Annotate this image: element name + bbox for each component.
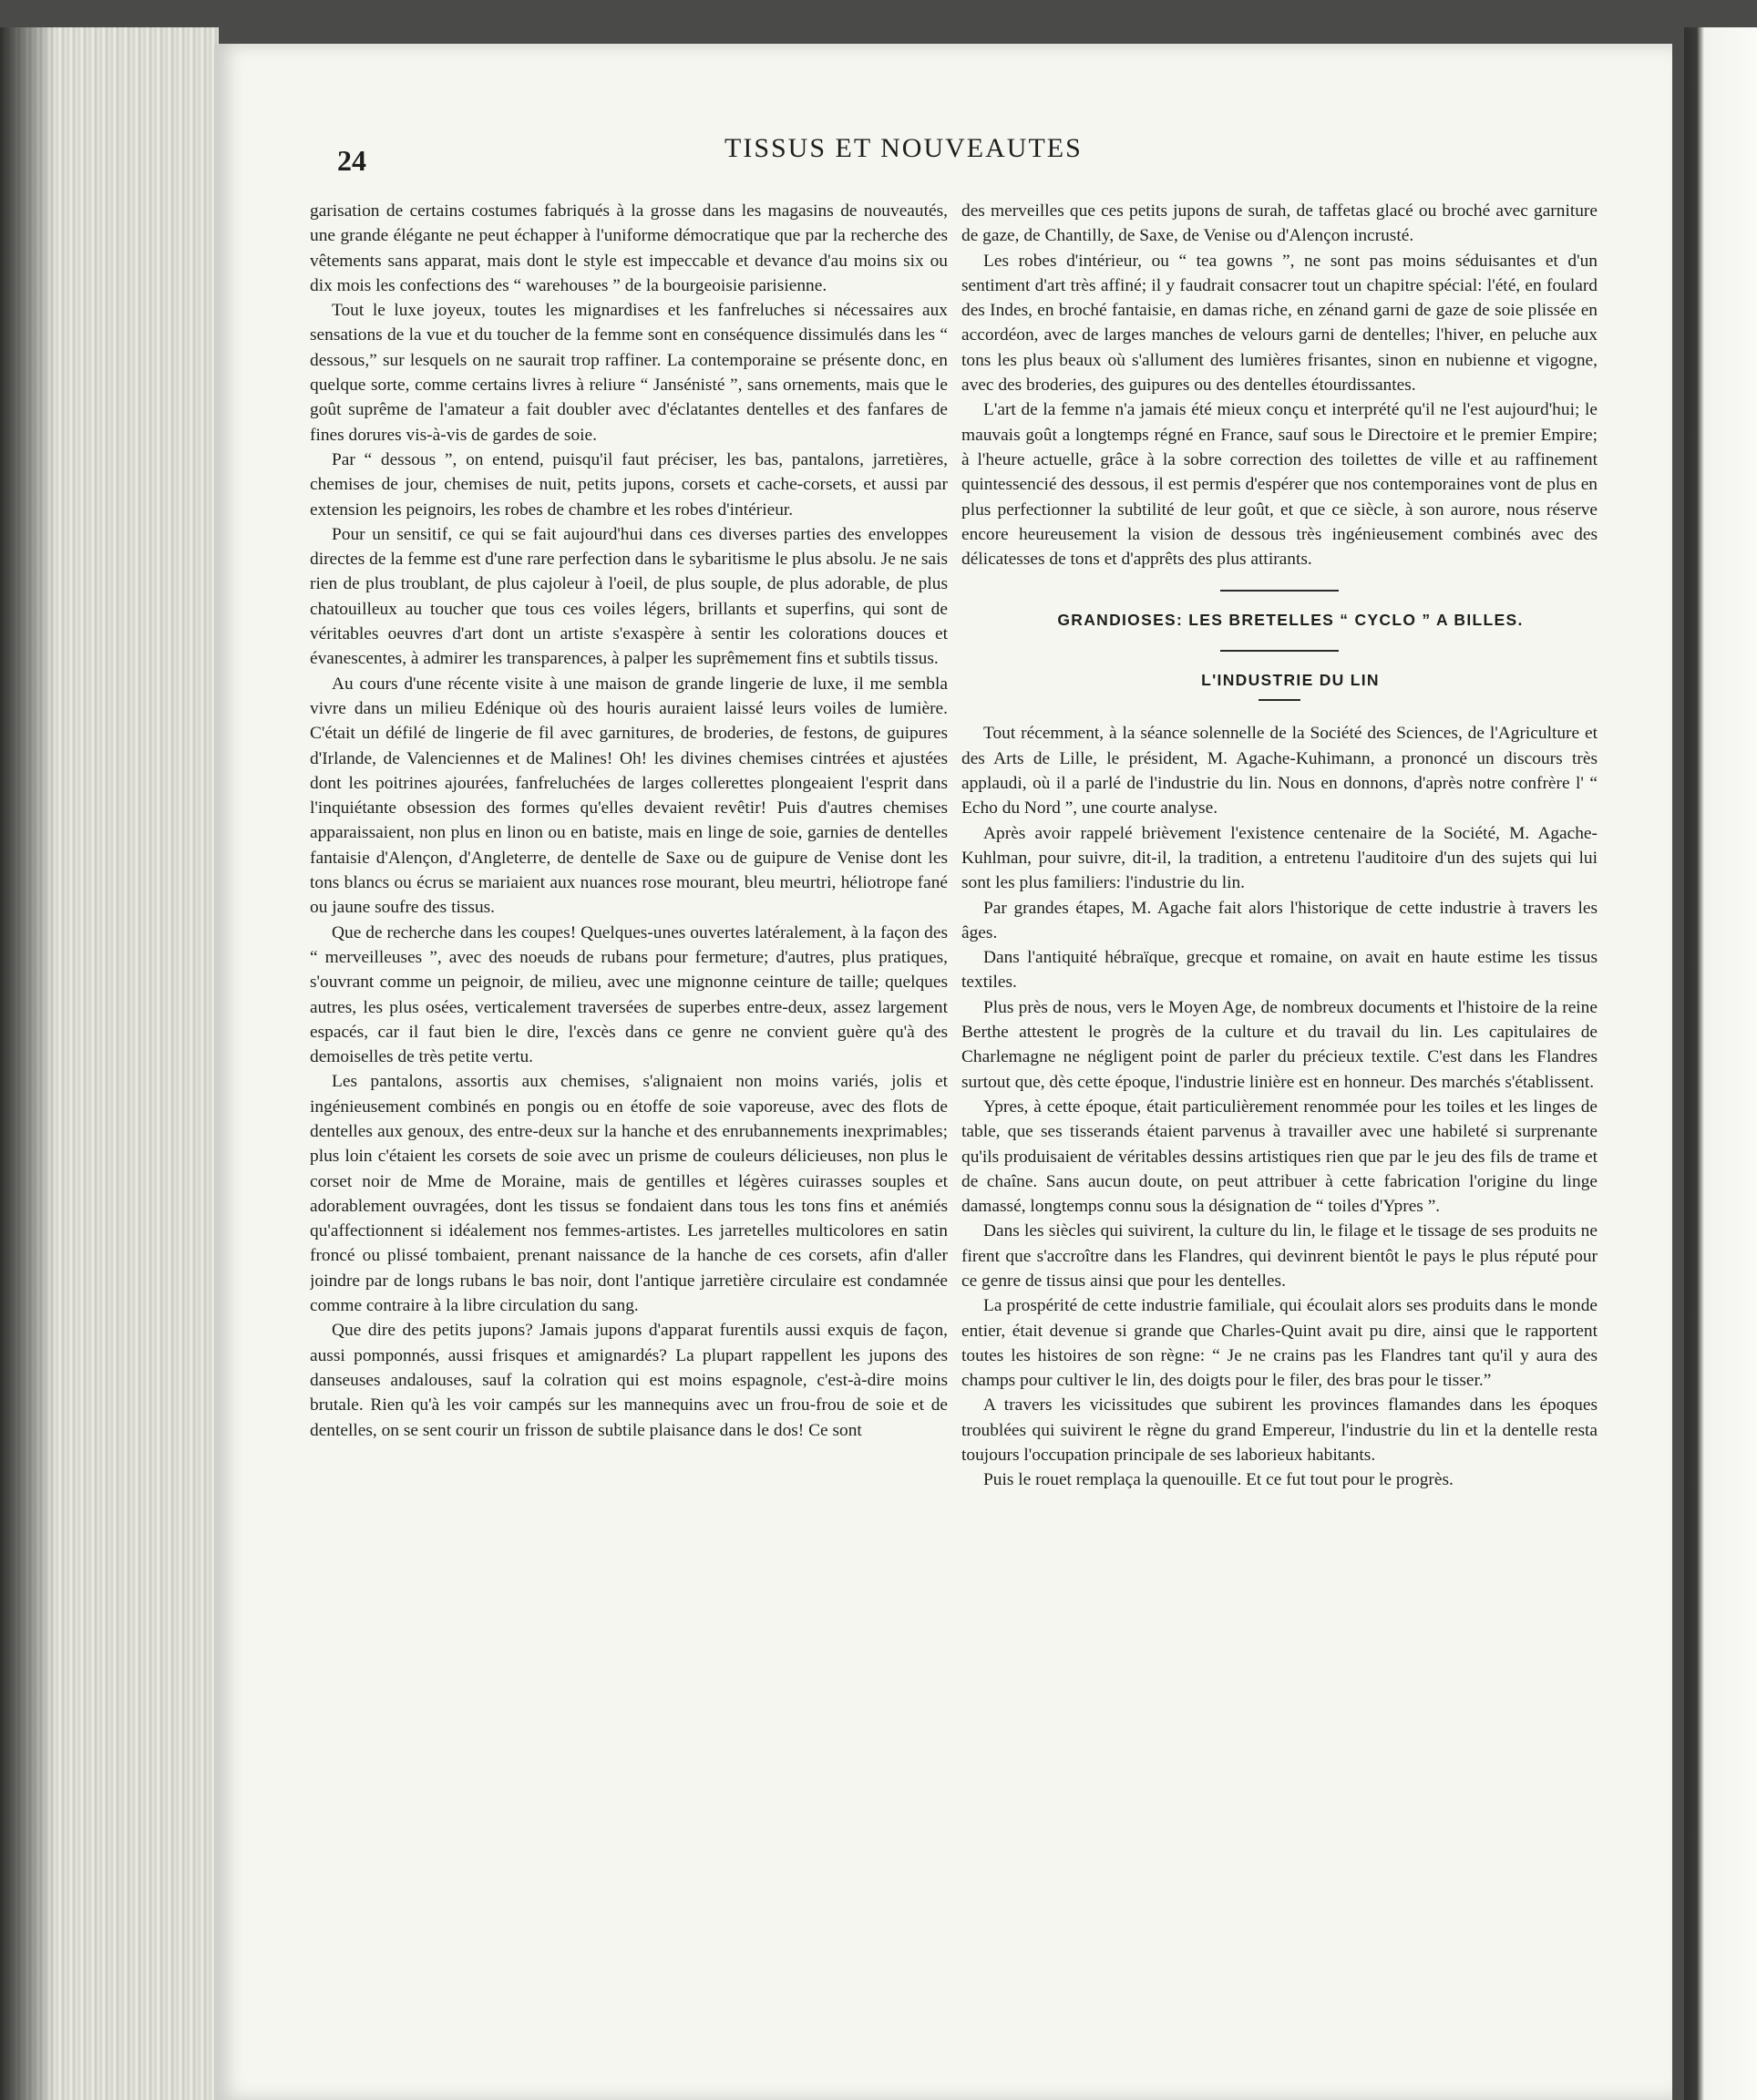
- paragraph: Tout le luxe joyeux, toutes les mignardises et les fanfreluches si nécessaires aux sensations de la vue et du toucher de la femme sont en conséquence dissimulés dans les “ dessous,” sur lesquels on ne saurait trop raffiner. La contemporaine se présente donc, en quelque sorte, comme certains livres à reliure “ Jansénisté ”, sans ornements, mais que le goût suprême de l'amateur a fait doubler avec d'éclatantes dentelles et des fanfares de fines dorures vis-à-vis de gardes de soie.: [310, 301, 948, 445]
- book-gutter-shadow: [0, 27, 55, 2100]
- paragraph: Plus près de nous, vers le Moyen Age, de nombreux documents et l'histoire de la reine Berthe attestent le progrès de la culture et du travail du lin. Les capitulaires de Charlemagne ne négligent point de parler du précieux textile. C'est dans les Flandres surtout que, dès cette époque, l'industrie linière est en honneur. Des marchés s'établissent.: [961, 997, 1598, 1092]
- book-page: [214, 44, 1672, 2100]
- paragraph: La prospérité de cette industrie familiale, qui écoulait alors ses produits dans le monde entier, était devenue si grande que Charles-Quint avait pu dire, ainsi que le rapportent toutes les histoires de son règne: “ Je ne crains pas les Flandres tant qu'il y aura des champs pour cultiver le lin, des doigts pour le filer, des bras pour le tisser.”: [961, 1296, 1598, 1391]
- right-column: [961, 199, 1598, 2003]
- left-column: [310, 199, 948, 2003]
- paragraph: Que de recherche dans les coupes! Quelques-unes ouvertes latéralement, à la façon des “ merveilleuses ”, avec des noeuds de rubans pour fermeture; d'autres, plus pratiques, s'ouvrant comme un peignoir, de milieu, avec une mignonne ceinture de taille; quelques autres, les plus osées, verticalement traversées de superbes entre-deux, assez largement espacés, car il faut bien le dire, l'excès dans ce genre ne convient guère qu'à des demoiselles de très petite vertu.: [310, 922, 948, 1067]
- headline-industrie-du-lin: L'INDUSTRIE DU LIN: [1201, 671, 1380, 690]
- paragraph: Les robes d'intérieur, ou “ tea gowns ”, ne sont pas moins séduisantes et d'un sentiment d'art très affiné; il y faudrait consacrer tout un chapitre spécial: l'été, en foulard des Indes, en broché fantaisie, en damas riche, en zénand garni de gaze de soie plissée en accordéon, avec de larges manches de velours garni de dentelles; l'hiver, en peluche aux tons les plus beaux où s'allument des lumières frisantes, sinon en nubienne et vigogne, avec des broderies, des guipures ou des dentelles étourdissantes.: [961, 251, 1598, 396]
- paragraph: Par grandes étapes, M. Agache fait alors l'historique de cette industrie à travers les âges.: [961, 898, 1598, 942]
- facing-page-edge: [1684, 27, 1757, 2100]
- paragraph: Par “ dessous ”, on entend, puisqu'il faut préciser, les bas, pantalons, jarretières, chemises de jour, chemises de nuit, petits jupons, corsets et cache-corsets, et aussi par extension les peignoirs, les robes de chambre et les robes d'intérieur.: [310, 449, 948, 520]
- paragraph: Tout récemment, à la séance solennelle de la Société des Sciences, de l'Agriculture et des Arts de Lille, le président, M. Agache-Kuhimann, a prononcé un discours très applaudi, où il a parlé de l'industrie du lin. Nous en donnons, d'après notre confrère l' “ Echo du Nord ”, une courte analyse.: [961, 724, 1598, 818]
- headline-bretelles: GRANDIOSES: LES BRETELLES “ CYCLO ” A BILLES.: [1057, 611, 1524, 630]
- paragraph: A travers les vicissitudes que subirent les provinces flamandes dans les époques troublées qui suivirent le règne du grand Empereur, l'industrie du lin et la dentelle resta toujours l'occupation principale de ses laborieux habitants.: [961, 1395, 1598, 1466]
- paragraph: Dans les siècles qui suivirent, la culture du lin, le filage et le tissage de ses produits ne firent que s'accroître dans les Flandres, qui devinrent bientôt le pays le plus réputé pour ce genre de tissus ainsi que pour les dentelles.: [961, 1221, 1598, 1291]
- section-divider: [1220, 590, 1339, 592]
- paragraph: Que dire des petits jupons? Jamais jupons d'apparat furentils aussi exquis de façon, aussi pomponnés, aussi frisques et amignardés? La plupart rappellent les jupons des danseuses andalouses, sauf la colration qui est moins espagnole, c'est-à-dire moins brutale. Rien qu'à les voir campés sur les mannequins avec un frou-frou de soie et de dentelles, on se sent courir un frisson de subtile plaisance dans le dos! Ce sont: [310, 1321, 948, 1440]
- paragraph: garisation de certains costumes fabriqués à la grosse dans les magasins de nouveautés, une grande élégante ne peut échapper à l'uniforme démocratique que par la recherche des vêtements sans apparat, mais dont le style est impeccable et devance d'au moins six ou dix mois les confections des “ warehouses ” de la bourgeoisie parisienne.: [310, 201, 948, 295]
- paragraph: Au cours d'une récente visite à une maison de grande lingerie de luxe, il me sembla vivre dans un milieu Edénique où des houris auraient laissé leurs voiles de lumière. C'était un défilé de lingerie de fil avec garnitures, de broderies, de festons, de guipures d'Irlande, de Valenciennes et de Malines! Oh! les divines chemises cintrées et ajustées dont les poitrines ajourées, fanfreluchées de larges collerettes plongeaient l'esprit dans l'inquiétante obsession des formes qu'elles devaient revêtir! Puis d'autres chemises apparaissaient, non plus en linon ou en batiste, mais en linge de soie, garnies de dentelles fantaisie d'Alençon, d'Angleterre, de dentelle de Saxe ou de guipure de Venise dont les tons blancs ou écrus se mariaient aux nuances rose mourant, bleu meurtri, héliotrope fané ou jaune soufre des tissus.: [310, 674, 948, 918]
- page-number: 24: [337, 144, 366, 177]
- paragraph: Ypres, à cette époque, était particulièrement renommée pour les toiles et les linges de table, que ses tisserands étaient parvenus à travailler avec une habileté si surprenante qu'ils produisaient de véritables dessins artistiques rien que par le jeu des fils de trame et de chaîne. Sans aucun doute, on peut attribuer à cette fabrication l'origine du linge damassé, longtemps connu sous la désignation de “ toiles d'Ypres ”.: [961, 1096, 1598, 1217]
- section-divider: [1220, 650, 1339, 652]
- running-title: TISSUS ET NOUVEAUTES: [724, 133, 1083, 163]
- paragraph: Pour un sensitif, ce qui se fait aujourd'hui dans ces diverses parties des enveloppes directes de la femme est d'une rare perfection dans le sybaritisme le plus absolu. Je ne sais rien de plus troublant, de plus cajoleur à l'oeil, de plus souple, de plus adorable, de plus chatouilleux au toucher que tous ces voiles légers, brillants et superfins, qui sont de véritables oeuvres d'art dont un artiste s'exaspère à sentir les colorations douces et évanescentes, à admirer les transparences, à palper les suprêmement fins et subtils tissus.: [310, 524, 948, 669]
- title-underline: [1259, 699, 1300, 701]
- paragraph: Dans l'antiquité hébraïque, grecque et romaine, on avait en haute estime les tissus textiles.: [961, 948, 1598, 993]
- paragraph: Les pantalons, assortis aux chemises, s'alignaient non moins variés, jolis et ingénieusement combinés en pongis ou en étoffe de soie vaporeuse, avec des flots de dentelles aux genoux, des entre-deux sur la hanche et des enrubannements inexprimables; plus loin c'étaient les corsets de soie avec un prisme de couleurs délicieuses, non plus le corset noir de Mme de Moraine, mais de gentilles et légères cuirasses souples et adorablement ouvragées, dont les tissus se fondaient dans tous les tons fins et anémiés qu'affectionnent si idéalement nos femmes-artistes. Les jarretelles multicolores en satin froncé ou plissé tombaient, prenant naissance de la hanche de ces corsets, afin d'aller joindre par de longs rubans le bas noir, dont l'antique jarretière circulaire est condamnée comme contraire à la libre circulation du sang.: [310, 1072, 948, 1316]
- paragraph: des merveilles que ces petits jupons de surah, de taffetas glacé ou broché avec garniture de gaze, de Chantilly, de Saxe, de Venise ou d'Alençon incrusté.: [961, 201, 1598, 246]
- paragraph: Puis le rouet remplaça la quenouille. Et ce fut tout pour le progrès.: [983, 1470, 1454, 1490]
- paragraph: L'art de la femme n'a jamais été mieux conçu et interprété qu'il ne l'est aujourd'hui; le mauvais goût a longtemps régné en France, sauf sous le Directoire et le premier Empire; à l'heure actuelle, grâce à la sobre correction des toilettes de ville et au raffinement quintessencié des dessous, il est permis d'espérer que nos contemporaines vont de plus en plus perfectionner la subtilité de leur goût, et que ce siècle, à son aurore, nous réserve encore heureusement la vision de dessous très ingénieusement combinés avec des délicatesses de tons et d'apprêts des plus attirants.: [961, 400, 1598, 570]
- paragraph: Après avoir rappelé brièvement l'existence centenaire de la Société, M. Agache-Kuhlman, pour suivre, dit-il, la tradition, a entretenu l'auditoire d'un des sujets qui lui sont les plus familiers: l'industrie du lin.: [961, 823, 1598, 893]
